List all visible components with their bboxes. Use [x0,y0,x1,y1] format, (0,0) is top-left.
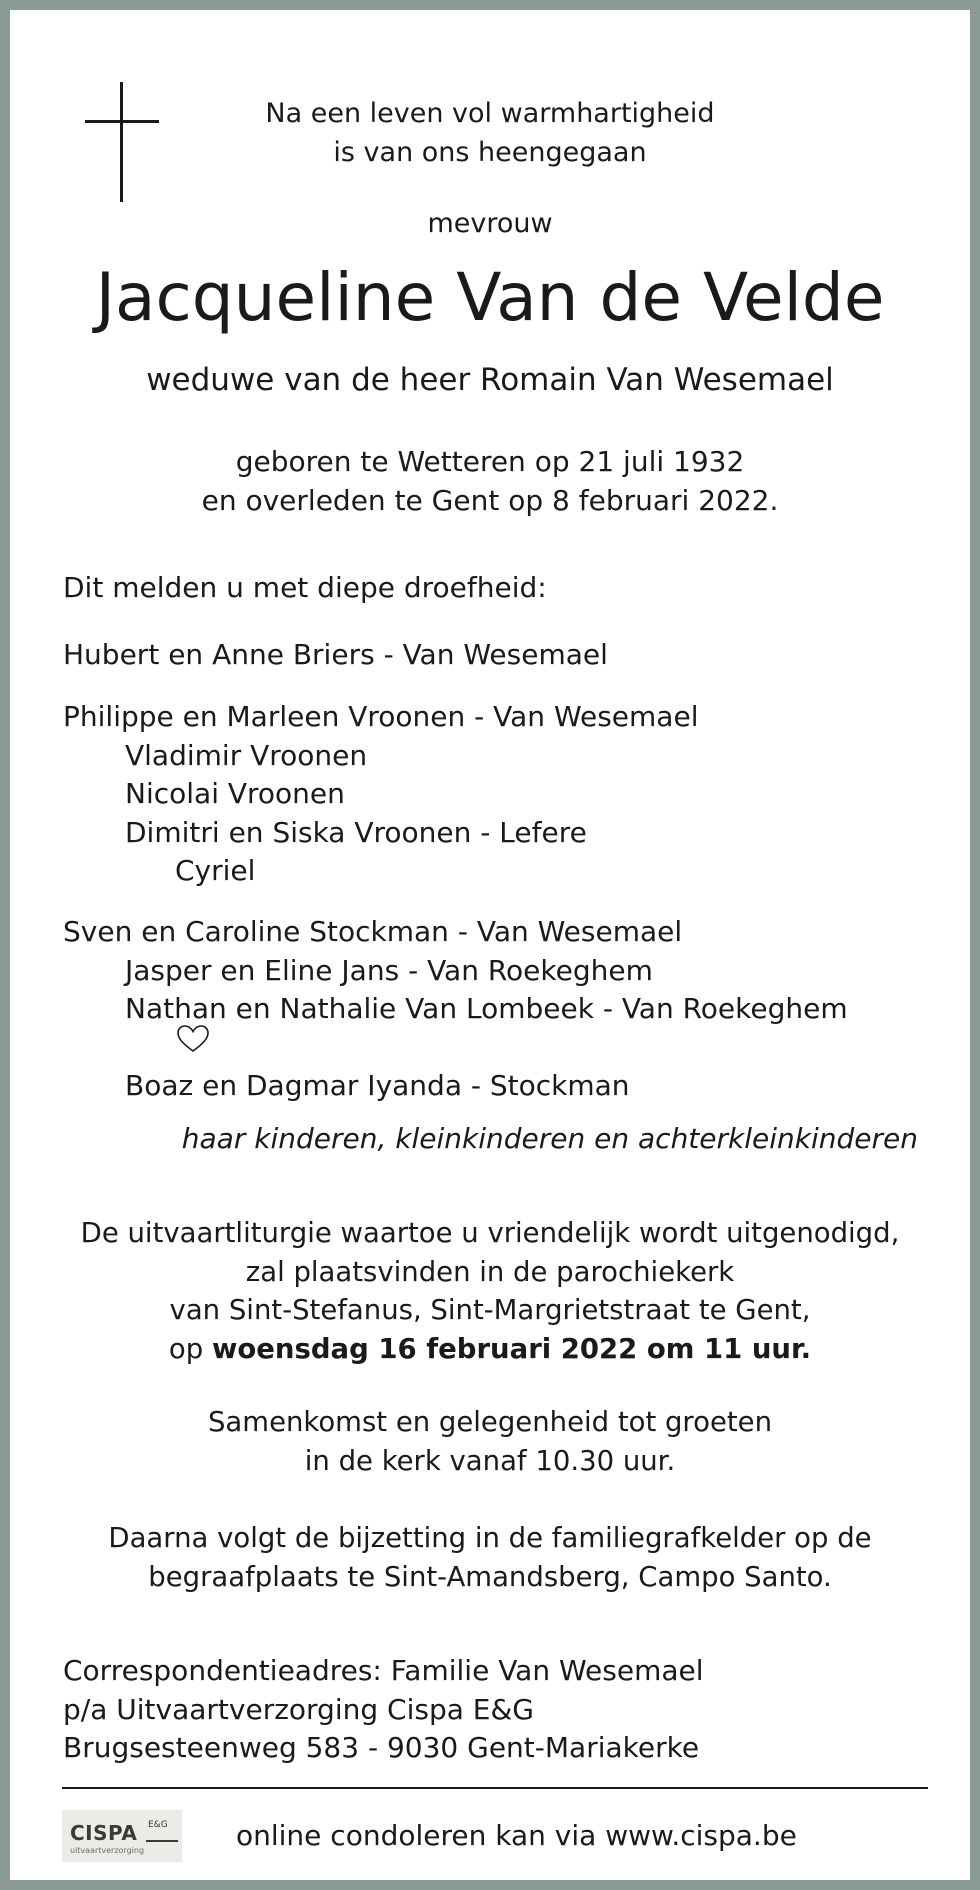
deceased-name: Jacqueline Van de Velde [95,259,885,336]
address-line: Correspondentieadres: Familie Van Wesemael [63,1654,704,1687]
obituary-card [10,10,970,1880]
liturgy-line: zal plaatsvinden in de parochiekerk [245,1255,735,1288]
cispa-logo [62,1810,182,1862]
family-group-sven [63,913,848,1029]
correspondence-address [63,1652,704,1768]
family-member: Cyriel [175,854,256,887]
family-member: Dimitri en Siska Vroonen - Lefere [125,815,587,849]
birth-death-info [10,442,970,520]
widow-of: weduwe van de heer Romain Van Wesemael [146,362,834,398]
divider [62,1787,928,1789]
birth-line: geboren te Wetteren op 21 juli 1932 [235,445,745,478]
salutation: mevrouw [427,208,553,239]
family-member: Nathan en Nathalie Van Lombeek - Van Roekeghem [125,992,848,1025]
intro-line: is van ons heengegaan [333,137,647,168]
online-condolence-text: online condoleren kan via www.cispa.be [236,1819,797,1852]
family-member: Boaz en Dagmar Iyanda - Stockman [125,1069,630,1102]
family-member: Nicolai Vroonen [125,777,345,810]
logo-name: CISPA [70,1821,138,1845]
gathering-line: in de kerk vanaf 10.30 uur. [304,1444,676,1477]
family-member: Jasper en Eline Jans - Van Roekeghem [125,953,653,987]
heart-icon [176,1024,210,1054]
family-member: Sven en Caroline Stockman - Van Wesemael [63,915,683,948]
address-line: Brugsesteenweg 583 - 9030 Gent-Mariakerke [63,1731,700,1764]
logo-subtitle: uitvaartverzorging [70,1846,145,1855]
family-member: Vladimir Vroonen [125,738,368,772]
relationship-line: haar kinderen, kleinkinderen en achterkleinkinderen [181,1122,918,1155]
gathering-info [10,1403,970,1480]
announcement: Dit melden u met diepe droefheid: [63,571,547,604]
logo-eg: E&G [148,1820,168,1830]
liturgy-line: De uitvaartliturgie waartoe u vriendelijk wordt uitgenodigd, [80,1217,900,1249]
gathering-line: Samenkomst en gelegenheid tot groeten [207,1406,773,1438]
family-group-philippe [63,698,698,891]
death-line: en overleden te Gent op 8 februari 2022. [201,484,779,517]
intro-text [10,94,970,172]
funeral-liturgy [10,1214,970,1368]
family-member: Philippe en Marleen Vroonen - Van Wesemael [63,700,699,733]
burial-info [10,1519,970,1596]
liturgy-date-line [10,1330,970,1369]
liturgy-date-prefix: op [168,1332,212,1365]
burial-line: Daarna volgt de bijzetting in de familiegrafkelder op de [108,1522,872,1554]
burial-line: begraafplaats te Sint-Amandsberg, Campo Santo. [148,1560,832,1593]
address-line: p/a Uitvaartverzorging Cispa E&G [63,1692,534,1726]
intro-line: Na een leven vol warmhartigheid [265,98,715,129]
family-member: Hubert en Anne Briers - Van Wesemael [63,638,608,671]
liturgy-line: van Sint-Stefanus, Sint-Margrietstraat te Gent, [169,1294,811,1326]
liturgy-date: woensdag 16 februari 2022 om 11 uur. [211,1332,812,1365]
